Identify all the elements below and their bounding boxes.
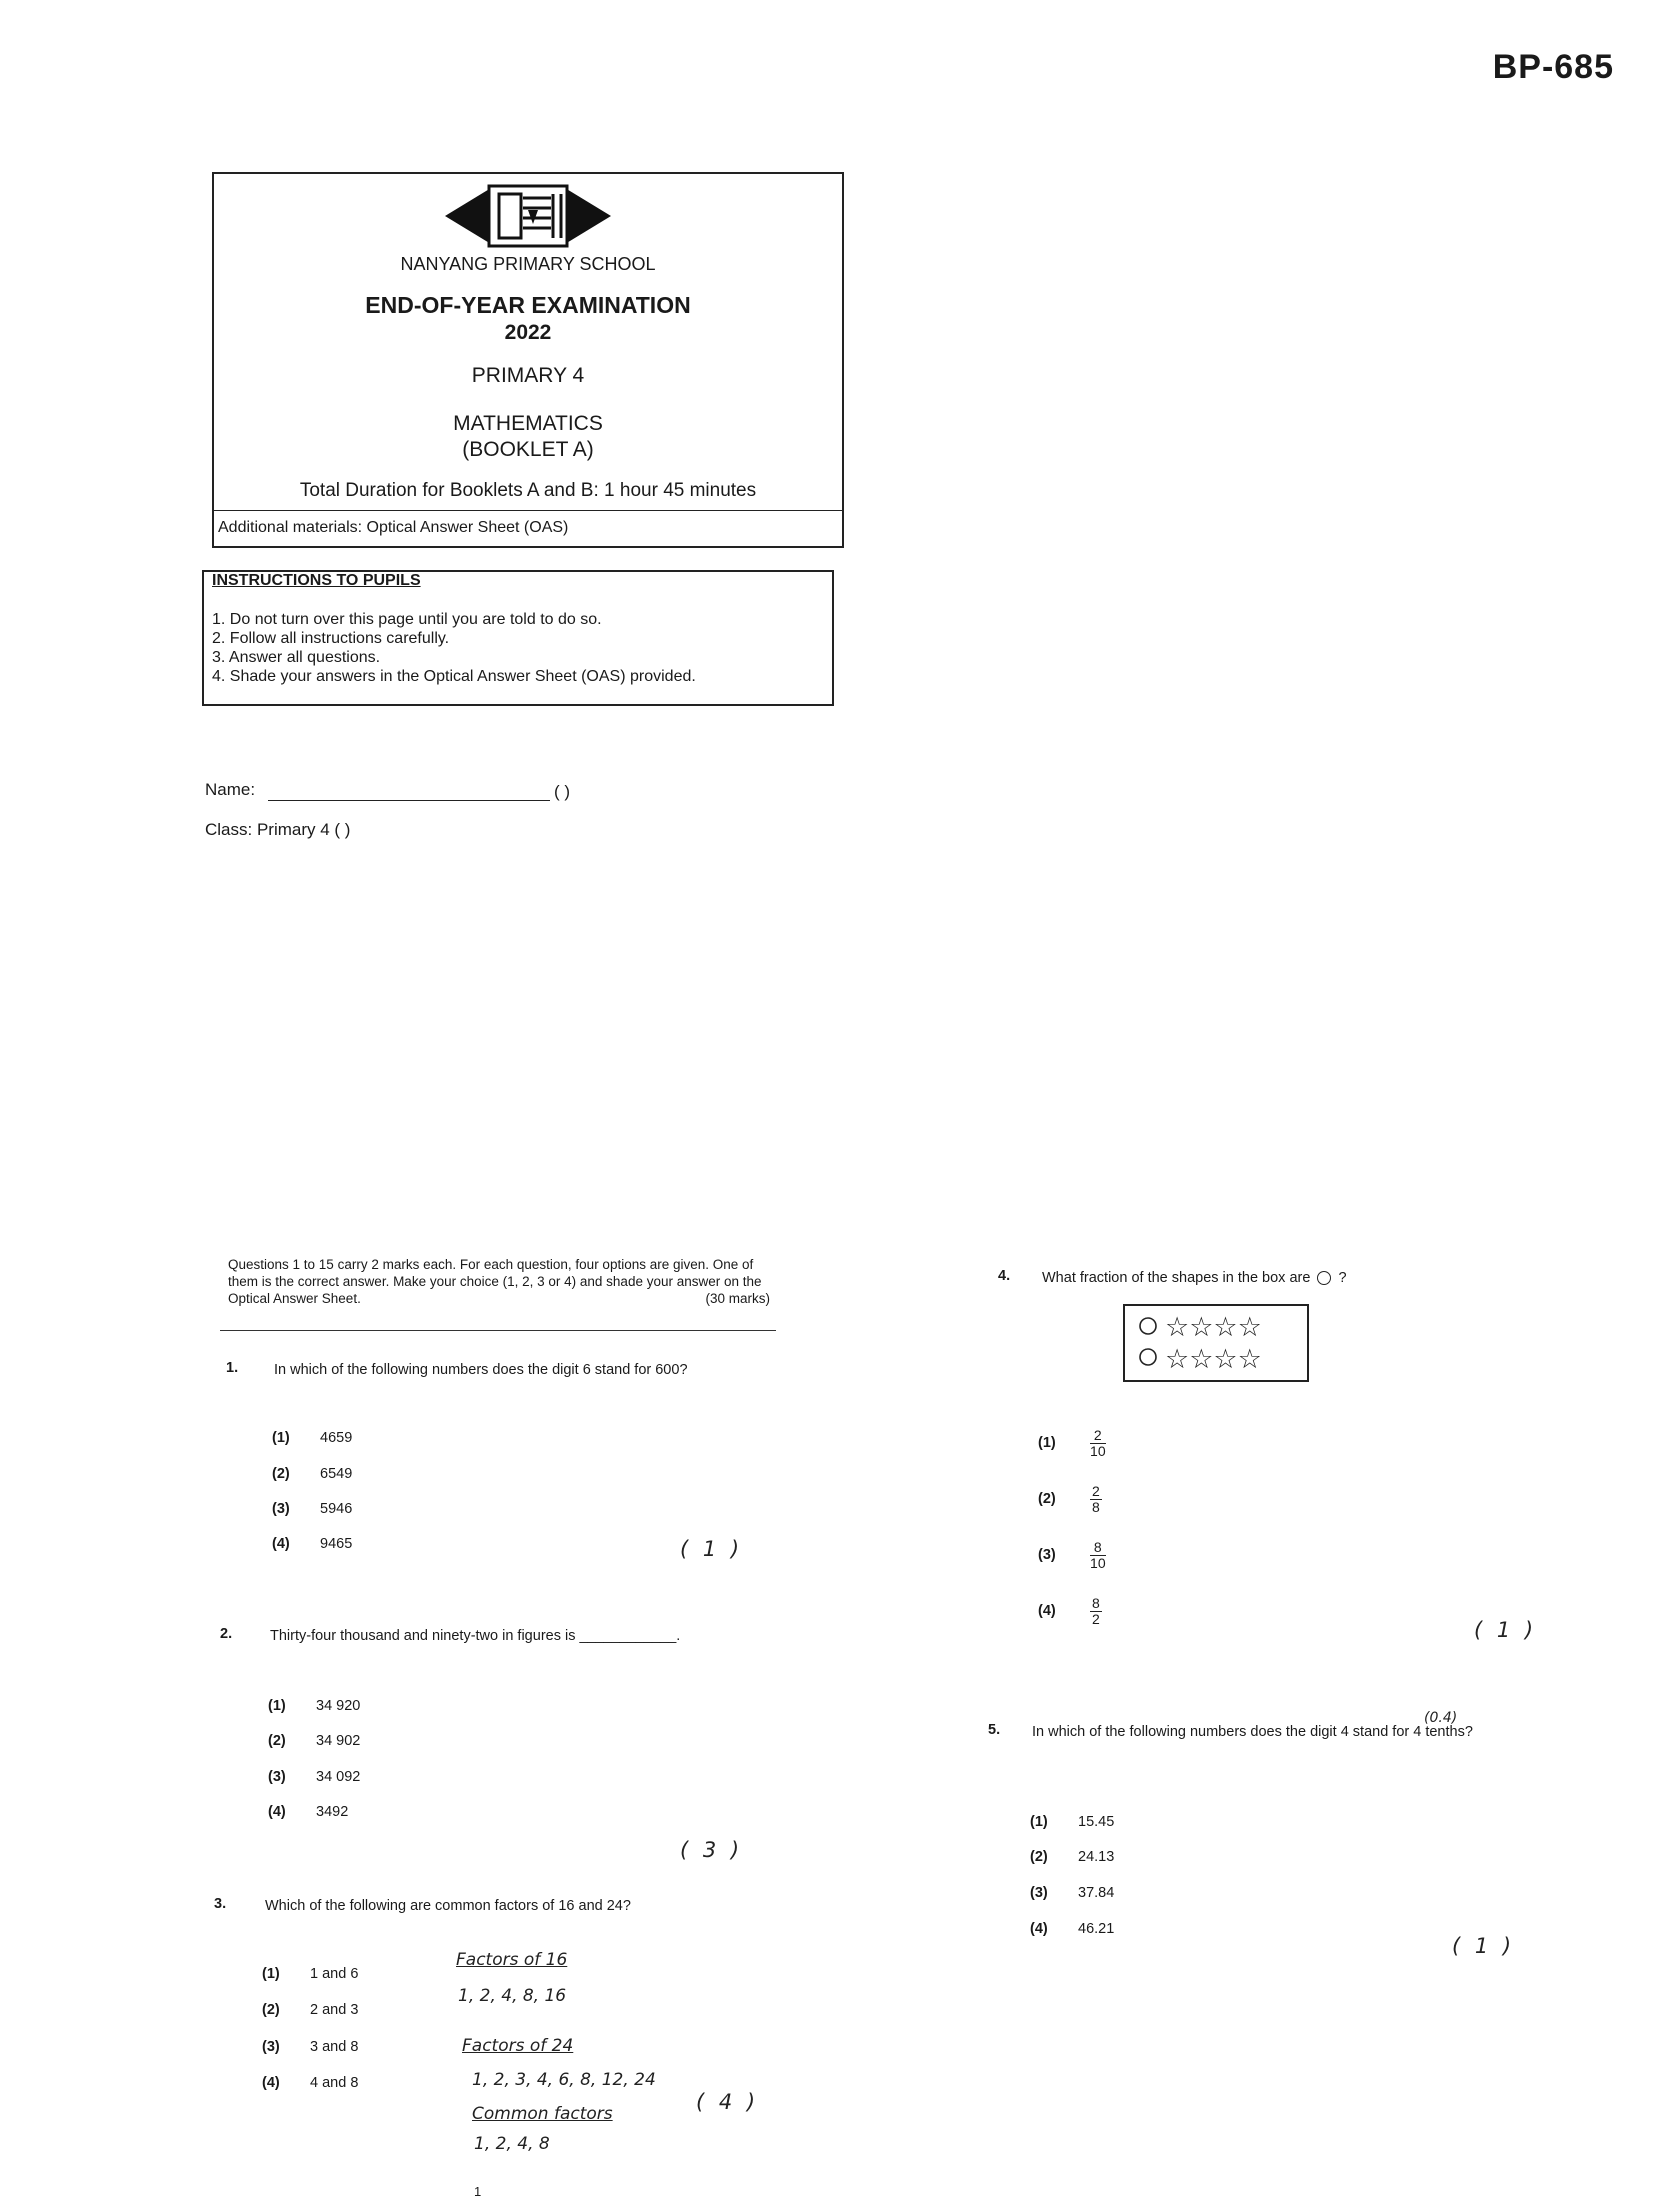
q1-option-2: (2) 6549 [272, 1466, 353, 1482]
exam-duration: Total Duration for Booklets A and B: 1 hour 45 minutes [299, 480, 757, 501]
q2-number: 2. [220, 1626, 233, 1642]
instructions-list [212, 610, 696, 686]
q2-option-3: (3) 34 092 [268, 1769, 361, 1785]
q3-working-factors-24: 1, 2, 3, 4, 6, 8, 12, 24 [472, 2070, 656, 2090]
instructions-box [202, 570, 834, 706]
q4-number: 4. [998, 1268, 1011, 1284]
circle-icon [1140, 1349, 1156, 1365]
q4-text-end: ? [1338, 1270, 1347, 1286]
cover-box [212, 172, 844, 548]
q3-option-4: (4) 4 and 8 [262, 2075, 359, 2091]
q3-number: 3. [214, 1896, 227, 1912]
q2-text: Thirty-four thousand and ninety-two in figures is ____________. [270, 1628, 681, 1644]
questions-intro [228, 1256, 780, 1307]
q5-note: (0.4) [1424, 1710, 1458, 1726]
q4-option-4: (4) $\frac{8}{2}$ [1038, 1595, 1100, 1627]
fraction: $\frac{8}{10}$ [1090, 1539, 1106, 1571]
q3-working-heading-24: Factors of 24 [462, 2036, 574, 2056]
exam-title: END-OF-YEAR EXAMINATION [365, 292, 691, 318]
instructions-heading: INSTRUCTIONS TO PUPILS [212, 572, 421, 589]
exam-booklet: (BOOKLET A) [462, 438, 594, 461]
q5-option-4: (4) 46.21 [1030, 1921, 1115, 1937]
q2-option-4: (4) 3492 [268, 1804, 349, 1820]
q3-option-3: (3) 3 and 8 [262, 2039, 359, 2055]
q1-answer: ( 1 ) [680, 1537, 744, 1561]
q2-answer: ( 3 ) [680, 1838, 744, 1862]
name-label: Name: [205, 780, 256, 799]
page-number: 1 [474, 2184, 482, 2199]
shapes-box [1123, 1304, 1309, 1382]
name-index: ( ) [554, 782, 571, 801]
q5-option-2: (2) 24.13 [1030, 1849, 1115, 1865]
exam-level: PRIMARY 4 [471, 364, 585, 387]
star-icon: ☆☆☆☆ [1165, 1344, 1262, 1375]
q4-option-1: (1) $\frac{2}{10}$ [1038, 1427, 1106, 1459]
q3-working-heading-common: Common factors [472, 2104, 613, 2124]
class-label: Class: Primary 4 ( ) [205, 820, 351, 839]
divider [220, 1330, 776, 1331]
q5-answer: ( 1 ) [1452, 1934, 1516, 1958]
q1-number: 1. [226, 1360, 239, 1376]
q2-option-2: (2) 34 902 [268, 1733, 361, 1749]
additional-materials: Additional materials: Optical Answer Sheet (OAS) [214, 510, 842, 537]
school-logo [214, 180, 842, 257]
q4-text: What fraction of the shapes in the box are [1042, 1270, 1311, 1286]
circle-icon [1140, 1318, 1156, 1334]
star-icon: ☆☆☆☆ [1165, 1312, 1262, 1343]
q5-number: 5. [988, 1722, 1001, 1738]
q5-option-3: (3) 37.84 [1030, 1885, 1115, 1901]
q5-option-1: (1) 15.45 [1030, 1814, 1115, 1830]
instruction-item: 2. Follow all instructions carefully. [212, 630, 450, 647]
q4-answer: ( 1 ) [1474, 1618, 1538, 1642]
q1-option-1: (1) 4659 [272, 1430, 353, 1446]
q2-option-1: (1) 34 920 [268, 1698, 361, 1714]
q3-option-1: (1) 1 and 6 [262, 1966, 359, 1982]
name-line[interactable] [268, 800, 550, 801]
q5-text: In which of the following numbers does the digit 4 stand for 4 tenths? [1032, 1724, 1473, 1740]
exam-subject: MATHEMATICS [453, 412, 603, 435]
q3-working-heading-16: Factors of 16 [456, 1950, 568, 1970]
q1-option-4: (4) 9465 [272, 1536, 353, 1552]
q3-option-2: (2) 2 and 3 [262, 2002, 359, 2018]
q4-option-2: (2) $\frac{2}{8}$ [1038, 1483, 1100, 1515]
fraction: $\frac{2}{10}$ [1090, 1427, 1106, 1459]
q3-working-factors-16: 1, 2, 4, 8, 16 [458, 1986, 567, 2006]
q3-answer: ( 4 ) [696, 2090, 760, 2114]
q4-question [1042, 1270, 1347, 1286]
circle-icon [1317, 1271, 1331, 1285]
q1-option-3: (3) 5946 [272, 1501, 353, 1517]
intro-marks: (30 marks) [705, 1291, 770, 1306]
instruction-item: 4. Shade your answers in the Optical Answer Sheet (OAS) provided. [212, 668, 696, 685]
q3-working-common: 1, 2, 4, 8 [474, 2134, 550, 2154]
fraction: $\frac{2}{8}$ [1092, 1483, 1100, 1515]
page-code: BP-685 [1492, 48, 1614, 86]
q4-option-3: (3) $\frac{8}{10}$ [1038, 1539, 1106, 1571]
intro-text: Questions 1 to 15 carry 2 marks each. For each question, four options are given. One of them is the correct answer. Make your choice (1, 2, 3 or 4) and shade your answer on the Optical Answer Sheet. [228, 1257, 762, 1306]
q1-text: In which of the following numbers does the digit 6 stand for 600? [274, 1362, 688, 1378]
q3-text: Which of the following are common factors of 16 and 24? [265, 1898, 631, 1914]
exam-year: 2022 [504, 321, 552, 344]
school-name: NANYANG PRIMARY SCHOOL [400, 254, 656, 274]
fraction: $\frac{8}{2}$ [1092, 1595, 1100, 1627]
instruction-item: 1. Do not turn over this page until you are told to do so. [212, 611, 602, 628]
instruction-item: 3. Answer all questions. [212, 649, 381, 666]
